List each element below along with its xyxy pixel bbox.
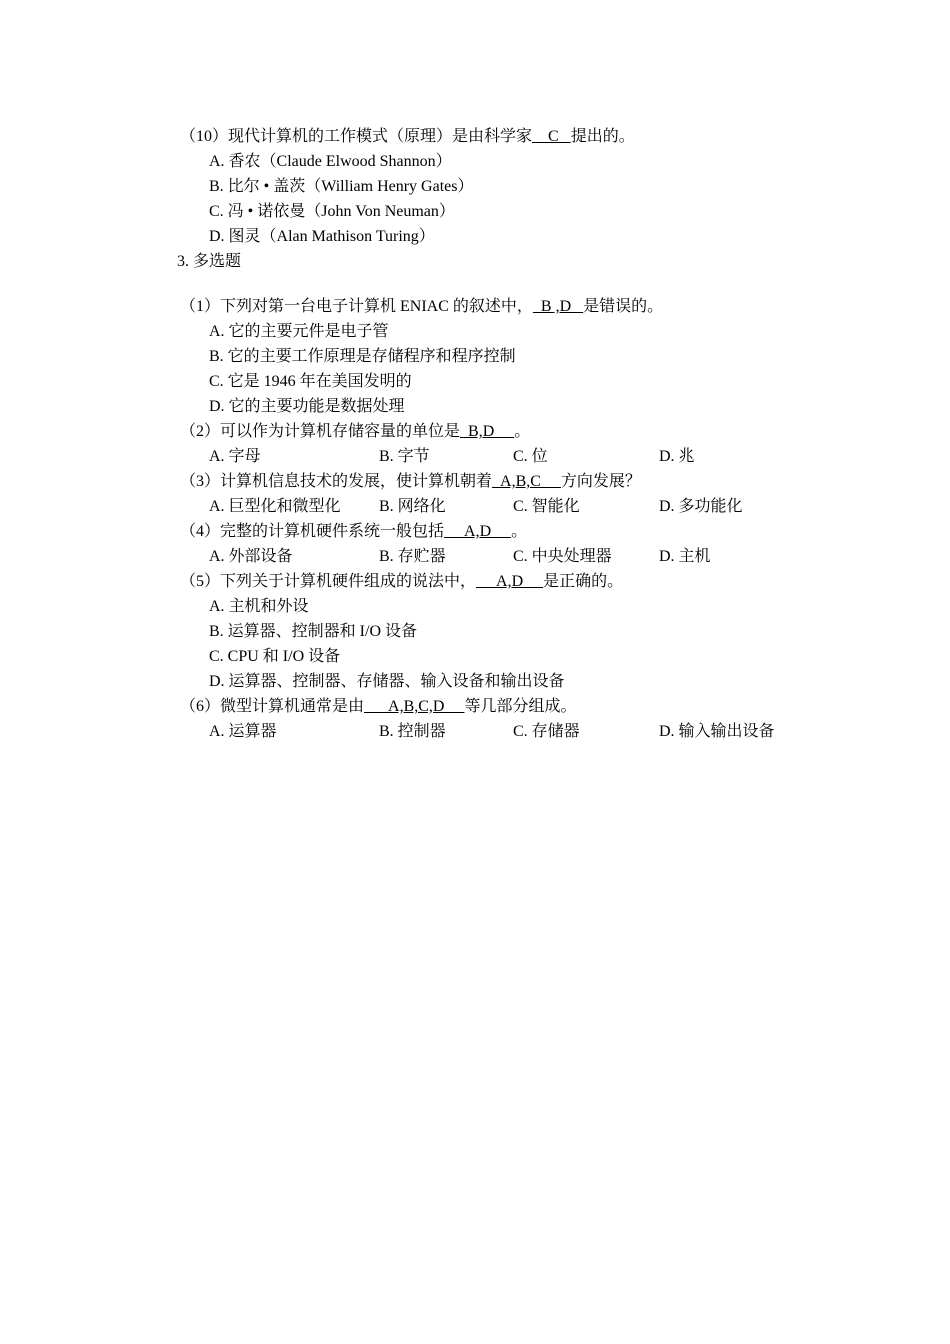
question-m5 <box>180 572 623 592</box>
answer-blank: A,B,C <box>492 473 561 490</box>
answer-blank: A,B,C,D <box>364 698 465 715</box>
option-c: C. 它是 1946 年在美国发明的 <box>209 373 412 390</box>
question-text: （3）计算机信息技术的发展，使计算机朝着 <box>180 473 493 490</box>
option-a: A. 香农（Claude Elwood Shannon） <box>209 153 452 170</box>
question-text-end: 提出的。 <box>570 128 635 145</box>
question-10 <box>180 127 635 147</box>
answer-blank: A,D <box>476 573 544 590</box>
question-text-end: 。 <box>511 523 528 540</box>
option-a: A. 它的主要元件是电子管 <box>209 323 389 340</box>
question-text-end: 是错误的。 <box>583 298 664 315</box>
option-b: B. 运算器、控制器和 I/O 设备 <box>209 623 418 640</box>
question-text: （10）现代计算机的工作模式（原理）是由科学家 <box>180 128 533 145</box>
question-m4 <box>180 522 527 542</box>
option-b: B. 控制器 <box>379 723 446 740</box>
option-a: A. 运算器 <box>209 723 277 740</box>
option-a: A. 字母 <box>209 448 261 465</box>
option-b: B. 它的主要工作原理是存储程序和程序控制 <box>209 348 516 365</box>
option-c: C. 冯 • 诺依曼（John Von Neuman） <box>209 203 455 220</box>
option-c: C. 智能化 <box>513 498 580 515</box>
question-m1 <box>180 297 663 317</box>
option-d: D. 运算器、控制器、存储器、输入设备和输出设备 <box>209 673 565 690</box>
option-b: B. 网络化 <box>379 498 446 515</box>
option-b: B. 比尔 • 盖茨（William Henry Gates） <box>209 178 474 195</box>
question-text: （6）微型计算机通常是由 <box>180 698 365 715</box>
option-c: C. 中央处理器 <box>513 548 612 565</box>
option-d: D. 图灵（Alan Mathison Turing） <box>209 228 435 245</box>
question-text: （1）下列对第一台电子计算机 ENIAC 的叙述中， <box>180 298 533 315</box>
section-heading: 3. 多选题 <box>177 253 242 270</box>
answer-blank: B ,D <box>532 298 584 315</box>
option-c: C. CPU 和 I/O 设备 <box>209 648 341 665</box>
option-d: D. 它的主要功能是数据处理 <box>209 398 405 415</box>
option-d: D. 多功能化 <box>659 498 743 515</box>
question-m3 <box>180 472 641 492</box>
option-c: C. 存储器 <box>513 723 580 740</box>
question-text-end: 。 <box>514 423 531 440</box>
question-text-end: 是正确的。 <box>543 573 624 590</box>
option-a: A. 巨型化和微型化 <box>209 498 341 515</box>
option-d: D. 主机 <box>659 548 711 565</box>
option-a: A. 外部设备 <box>209 548 293 565</box>
question-text: （2）可以作为计算机存储容量的单位是 <box>180 423 461 440</box>
answer-blank: A,D <box>444 523 512 540</box>
option-c: C. 位 <box>513 448 548 465</box>
option-b: B. 字节 <box>379 448 430 465</box>
answer-blank: C <box>532 128 571 145</box>
option-d: D. 兆 <box>659 448 695 465</box>
question-text: （5）下列关于计算机硬件组成的说法中， <box>180 573 477 590</box>
question-text-end: 等几部分组成。 <box>464 698 577 715</box>
question-text: （4）完整的计算机硬件系统一般包括 <box>180 523 445 540</box>
question-m2 <box>180 422 530 442</box>
question-m6 <box>180 697 576 717</box>
question-text-end: 方向发展？ <box>560 473 641 490</box>
option-b: B. 存贮器 <box>379 548 446 565</box>
option-d: D. 输入输出设备 <box>659 723 775 740</box>
option-a: A. 主机和外设 <box>209 598 309 615</box>
answer-blank: B,D <box>460 423 515 440</box>
